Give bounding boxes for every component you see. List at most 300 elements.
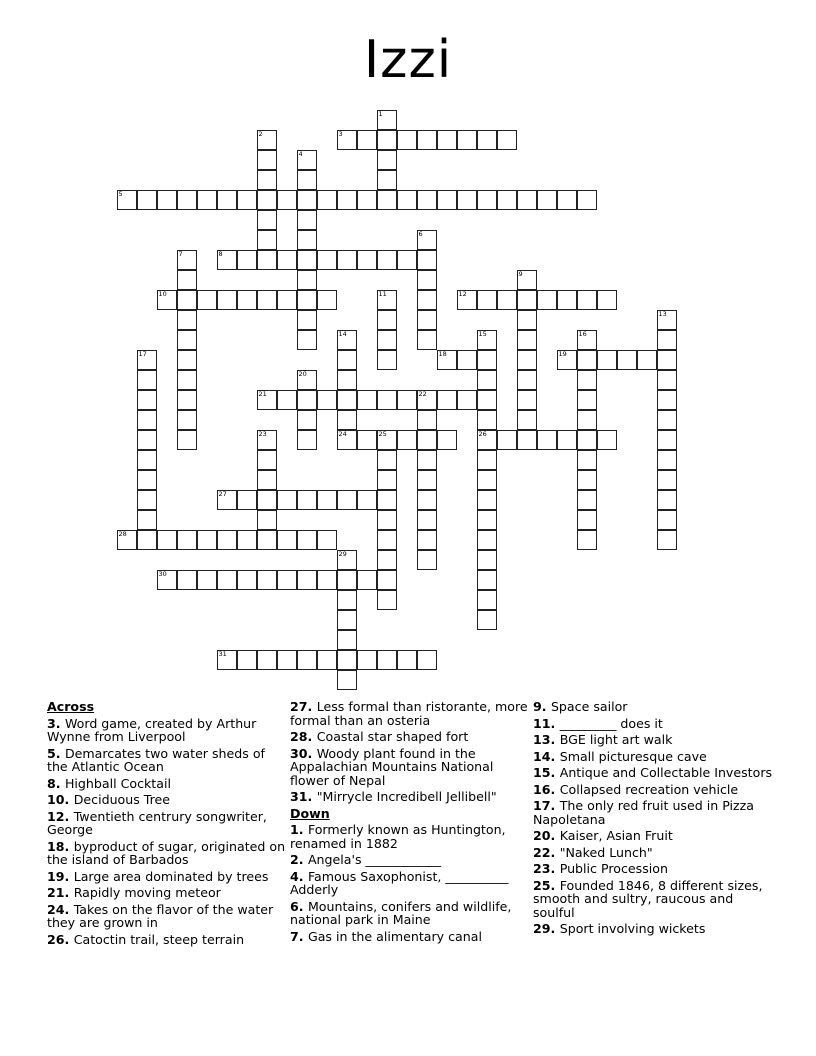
grid-cell[interactable]	[177, 410, 197, 430]
grid-cell[interactable]	[417, 410, 437, 430]
grid-cell[interactable]	[517, 410, 537, 430]
grid-cell[interactable]	[177, 290, 197, 310]
grid-cell[interactable]	[377, 550, 397, 570]
grid-cell[interactable]	[477, 330, 497, 350]
grid-cell[interactable]	[517, 370, 537, 390]
grid-cell[interactable]	[417, 490, 437, 510]
grid-cell[interactable]	[417, 450, 437, 470]
across-clue	[47, 793, 287, 807]
clues-column-3	[533, 700, 773, 939]
grid-cell[interactable]	[357, 570, 377, 590]
grid-cell[interactable]	[577, 490, 597, 510]
cell-number: 10	[158, 289, 167, 298]
grid-cell[interactable]	[177, 570, 197, 590]
grid-cell[interactable]	[337, 490, 357, 510]
grid-cell[interactable]	[257, 530, 277, 550]
grid-cell[interactable]	[597, 290, 617, 310]
clue-number: 17.	[533, 798, 560, 813]
clue-number-value: 24	[47, 901, 65, 917]
grid-cell[interactable]	[337, 630, 357, 650]
grid-cell[interactable]	[297, 410, 317, 430]
grid-cell[interactable]	[177, 430, 197, 450]
down-clue	[533, 783, 773, 797]
clue-number: 8.	[47, 775, 65, 791]
cell-number: 14	[338, 329, 347, 338]
grid-cell[interactable]	[457, 290, 477, 310]
grid-cell[interactable]	[277, 530, 297, 550]
grid-cell[interactable]	[217, 530, 237, 550]
grid-cell[interactable]	[657, 510, 677, 530]
grid-cell[interactable]	[417, 430, 437, 450]
grid-cell[interactable]	[657, 410, 677, 430]
clue-text: Coastal star shaped fort	[316, 729, 469, 744]
grid-cell[interactable]	[497, 130, 517, 150]
grid-cell[interactable]	[377, 250, 397, 270]
grid-cell[interactable]	[577, 530, 597, 550]
grid-cell[interactable]	[577, 430, 597, 450]
grid-cell[interactable]	[297, 370, 317, 390]
grid-cell[interactable]	[317, 570, 337, 590]
grid-cell[interactable]	[377, 110, 397, 130]
grid-cell[interactable]	[517, 190, 537, 210]
grid-cell[interactable]	[577, 450, 597, 470]
grid-cell[interactable]	[277, 570, 297, 590]
grid-cell[interactable]	[537, 290, 557, 310]
clue-text: Gas in the alimentary canal	[307, 928, 482, 944]
grid-cell[interactable]	[257, 470, 277, 490]
clue-number: 3.	[47, 715, 65, 731]
grid-cell[interactable]	[277, 290, 297, 310]
grid-cell[interactable]	[177, 530, 197, 550]
grid-cell[interactable]	[517, 390, 537, 410]
grid-cell[interactable]	[317, 290, 337, 310]
grid-cell[interactable]	[317, 390, 337, 410]
grid-cell[interactable]	[137, 370, 157, 390]
grid-cell[interactable]	[177, 350, 197, 370]
grid-cell[interactable]	[417, 390, 437, 410]
grid-cell[interactable]	[657, 530, 677, 550]
grid-cell[interactable]	[277, 650, 297, 670]
grid-cell[interactable]	[477, 370, 497, 390]
grid-cell[interactable]	[377, 330, 397, 350]
grid-cell[interactable]	[237, 250, 257, 270]
grid-cell[interactable]	[537, 190, 557, 210]
grid-cell[interactable]	[337, 570, 357, 590]
grid-cell[interactable]	[217, 290, 237, 310]
grid-cell[interactable]	[137, 450, 157, 470]
grid-cell[interactable]	[377, 570, 397, 590]
grid-cell[interactable]	[377, 150, 397, 170]
clue-text: Large area dominated by trees	[73, 868, 269, 884]
grid-cell[interactable]	[137, 410, 157, 430]
grid-cell[interactable]	[297, 310, 317, 330]
grid-cell[interactable]	[477, 410, 497, 430]
grid-cell[interactable]	[637, 350, 657, 370]
cell-number: 8	[218, 249, 223, 258]
grid-cell[interactable]	[337, 370, 357, 390]
grid-cell[interactable]	[237, 290, 257, 310]
clue-number-value: 11	[533, 715, 551, 731]
grid-cell[interactable]	[217, 570, 237, 590]
grid-cell[interactable]	[237, 530, 257, 550]
grid-cell[interactable]	[517, 290, 537, 310]
grid-cell[interactable]	[177, 250, 197, 270]
grid-cell[interactable]	[337, 390, 357, 410]
grid-cell[interactable]	[417, 470, 437, 490]
grid-cell[interactable]	[337, 190, 357, 210]
grid-cell[interactable]	[337, 130, 357, 150]
grid-cell[interactable]	[157, 190, 177, 210]
grid-cell[interactable]	[437, 430, 457, 450]
grid-cell[interactable]	[197, 570, 217, 590]
grid-cell[interactable]	[317, 490, 337, 510]
grid-cell[interactable]	[477, 510, 497, 530]
clue-number: 23.	[533, 861, 560, 876]
grid-cell[interactable]	[137, 190, 157, 210]
grid-cell[interactable]	[657, 470, 677, 490]
grid-cell[interactable]	[357, 390, 377, 410]
grid-cell[interactable]	[417, 550, 437, 570]
grid-cell[interactable]	[357, 490, 377, 510]
grid-cell[interactable]	[377, 290, 397, 310]
grid-cell[interactable]	[117, 530, 137, 550]
grid-cell[interactable]	[657, 350, 677, 370]
grid-cell[interactable]	[237, 190, 257, 210]
down-clue	[533, 862, 773, 876]
grid-cell[interactable]	[417, 330, 437, 350]
grid-cell[interactable]	[357, 430, 377, 450]
grid-cell[interactable]	[477, 130, 497, 150]
grid-cell[interactable]	[257, 150, 277, 170]
grid-cell[interactable]	[657, 490, 677, 510]
grid-cell[interactable]	[397, 130, 417, 150]
down-heading: Down	[290, 805, 330, 821]
cell-number: 16	[578, 329, 587, 338]
clue-number: 12.	[47, 808, 74, 824]
grid-cell[interactable]	[477, 610, 497, 630]
grid-cell[interactable]	[337, 550, 357, 570]
grid-cell[interactable]	[337, 590, 357, 610]
grid-cell[interactable]	[257, 210, 277, 230]
grid-cell[interactable]	[437, 190, 457, 210]
grid-cell[interactable]	[297, 330, 317, 350]
clue-number: 22.	[533, 844, 560, 860]
grid-cell[interactable]	[577, 410, 597, 430]
cell-number: 15	[478, 329, 487, 338]
grid-cell[interactable]	[477, 570, 497, 590]
grid-cell[interactable]	[517, 330, 537, 350]
grid-cell[interactable]	[597, 430, 617, 450]
grid-cell[interactable]	[237, 490, 257, 510]
grid-cell[interactable]	[257, 510, 277, 530]
grid-cell[interactable]	[337, 650, 357, 670]
grid-cell[interactable]	[217, 250, 237, 270]
grid-cell[interactable]	[337, 430, 357, 450]
grid-cell[interactable]	[437, 130, 457, 150]
grid-cell[interactable]	[257, 130, 277, 150]
clue-number-value: 28	[290, 729, 308, 744]
cell-number: 6	[418, 229, 423, 238]
down-clue	[290, 900, 530, 927]
grid-cell[interactable]	[377, 390, 397, 410]
grid-cell[interactable]	[257, 490, 277, 510]
grid-cell[interactable]	[357, 190, 377, 210]
grid-cell[interactable]	[257, 170, 277, 190]
grid-cell[interactable]	[297, 250, 317, 270]
cell-number: 28	[118, 529, 127, 538]
grid-cell[interactable]	[317, 190, 337, 210]
grid-cell[interactable]	[297, 390, 317, 410]
clue-text: Rapidly moving meteor	[73, 885, 221, 900]
grid-cell[interactable]	[457, 390, 477, 410]
grid-cell[interactable]	[437, 390, 457, 410]
grid-cell[interactable]	[297, 190, 317, 210]
grid-cell[interactable]	[297, 230, 317, 250]
clue-number: 21.	[47, 885, 74, 900]
grid-cell[interactable]	[477, 530, 497, 550]
grid-cell[interactable]	[577, 290, 597, 310]
clue-number: 18.	[47, 838, 74, 854]
grid-cell[interactable]	[197, 290, 217, 310]
grid-cell[interactable]	[297, 530, 317, 550]
grid-cell[interactable]	[397, 430, 417, 450]
grid-cell[interactable]	[257, 230, 277, 250]
grid-cell[interactable]	[497, 430, 517, 450]
grid-cell[interactable]	[117, 190, 137, 210]
grid-cell[interactable]	[397, 390, 417, 410]
grid-cell[interactable]	[177, 390, 197, 410]
grid-cell[interactable]	[577, 330, 597, 350]
grid-cell[interactable]	[377, 450, 397, 470]
grid-cell[interactable]	[477, 450, 497, 470]
grid-cell[interactable]	[417, 230, 437, 250]
grid-cell[interactable]	[137, 510, 157, 530]
clue-text: Woody plant found in the Appalachian Mountains National flower of Nepal	[290, 745, 494, 788]
grid-cell[interactable]	[477, 350, 497, 370]
grid-cell[interactable]	[177, 270, 197, 290]
grid-cell[interactable]	[317, 250, 337, 270]
grid-cell[interactable]	[597, 350, 617, 370]
grid-cell[interactable]	[417, 650, 437, 670]
grid-cell[interactable]	[377, 530, 397, 550]
cell-number: 18	[438, 349, 447, 358]
grid-cell[interactable]	[297, 290, 317, 310]
grid-cell[interactable]	[357, 250, 377, 270]
grid-cell[interactable]	[557, 290, 577, 310]
grid-cell[interactable]	[297, 270, 317, 290]
grid-cell[interactable]	[457, 190, 477, 210]
grid-cell[interactable]	[337, 670, 357, 690]
clue-number-value: 10	[47, 792, 65, 807]
grid-cell[interactable]	[577, 470, 597, 490]
clue-text: Formerly known as Huntington, renamed in 1882	[290, 822, 506, 851]
grid-cell[interactable]	[417, 290, 437, 310]
grid-cell[interactable]	[577, 510, 597, 530]
grid-cell[interactable]	[377, 310, 397, 330]
grid-cell[interactable]	[277, 390, 297, 410]
clue-text: Famous Saxophonist, __________ Adderly	[290, 868, 509, 897]
grid-cell[interactable]	[397, 650, 417, 670]
grid-cell[interactable]	[577, 190, 597, 210]
grid-cell[interactable]	[377, 130, 397, 150]
grid-cell[interactable]	[217, 650, 237, 670]
grid-cell[interactable]	[137, 490, 157, 510]
grid-cell[interactable]	[277, 190, 297, 210]
clue-text: Word game, created by Arthur Wynne from Liverpool	[47, 715, 257, 744]
clue-number-value: 5	[47, 745, 56, 761]
grid-cell[interactable]	[357, 130, 377, 150]
grid-cell[interactable]	[557, 190, 577, 210]
grid-cell[interactable]	[657, 370, 677, 390]
grid-cell[interactable]	[177, 370, 197, 390]
grid-cell[interactable]	[337, 410, 357, 430]
grid-cell[interactable]	[657, 310, 677, 330]
grid-cell[interactable]	[277, 250, 297, 270]
grid-cell[interactable]	[157, 570, 177, 590]
grid-cell[interactable]	[397, 190, 417, 210]
grid-cell[interactable]	[477, 550, 497, 570]
grid-cell[interactable]	[657, 390, 677, 410]
grid-cell[interactable]	[417, 250, 437, 270]
grid-cell[interactable]	[177, 330, 197, 350]
cell-number: 13	[658, 309, 667, 318]
grid-cell[interactable]	[137, 350, 157, 370]
grid-cell[interactable]	[277, 490, 297, 510]
grid-cell[interactable]	[257, 390, 277, 410]
grid-cell[interactable]	[257, 570, 277, 590]
grid-cell[interactable]	[377, 650, 397, 670]
grid-cell[interactable]	[237, 650, 257, 670]
grid-cell[interactable]	[417, 130, 437, 150]
grid-cell[interactable]	[357, 650, 377, 670]
grid-cell[interactable]	[177, 310, 197, 330]
grid-cell[interactable]	[297, 170, 317, 190]
grid-cell[interactable]	[557, 350, 577, 370]
grid-cell[interactable]	[257, 450, 277, 470]
grid-cell[interactable]	[577, 390, 597, 410]
down-clue	[533, 717, 773, 731]
grid-cell[interactable]	[317, 530, 337, 550]
grid-cell[interactable]	[137, 470, 157, 490]
grid-cell[interactable]	[257, 430, 277, 450]
clue-number: 5.	[47, 745, 65, 761]
grid-cell[interactable]	[137, 390, 157, 410]
grid-cell[interactable]	[477, 390, 497, 410]
grid-cell[interactable]	[477, 490, 497, 510]
clue-number: 2.	[290, 852, 308, 867]
grid-cell[interactable]	[617, 350, 637, 370]
cell-number: 19	[558, 349, 567, 358]
grid-cell[interactable]	[497, 190, 517, 210]
grid-cell[interactable]	[657, 450, 677, 470]
grid-cell[interactable]	[217, 190, 237, 210]
grid-cell[interactable]	[377, 430, 397, 450]
grid-cell[interactable]	[237, 570, 257, 590]
cell-number: 1	[378, 109, 383, 118]
grid-cell[interactable]	[497, 290, 517, 310]
grid-cell[interactable]	[377, 190, 397, 210]
grid-cell[interactable]	[337, 250, 357, 270]
grid-cell[interactable]	[477, 290, 497, 310]
grid-cell[interactable]	[417, 310, 437, 330]
grid-cell[interactable]	[557, 430, 577, 450]
grid-cell[interactable]	[297, 430, 317, 450]
grid-cell[interactable]	[297, 150, 317, 170]
grid-cell[interactable]	[297, 210, 317, 230]
grid-cell[interactable]	[517, 270, 537, 290]
grid-cell[interactable]	[377, 490, 397, 510]
grid-cell[interactable]	[257, 290, 277, 310]
grid-cell[interactable]	[457, 350, 477, 370]
grid-cell[interactable]	[197, 530, 217, 550]
grid-cell[interactable]	[377, 170, 397, 190]
across-clue	[290, 700, 530, 727]
grid-cell[interactable]	[457, 130, 477, 150]
grid-cell[interactable]	[137, 430, 157, 450]
grid-cell[interactable]	[337, 330, 357, 350]
across-clue	[290, 747, 530, 788]
grid-cell[interactable]	[217, 490, 237, 510]
grid-cell[interactable]	[257, 190, 277, 210]
clue-text: Small picturesque cave	[559, 748, 707, 764]
cell-number: 20	[298, 369, 307, 378]
clue-number: 4.	[290, 868, 308, 884]
grid-cell[interactable]	[377, 470, 397, 490]
grid-cell[interactable]	[197, 190, 217, 210]
grid-cell[interactable]	[577, 370, 597, 390]
grid-cell[interactable]	[157, 290, 177, 310]
grid-cell[interactable]	[337, 350, 357, 370]
grid-cell[interactable]	[417, 530, 437, 550]
grid-cell[interactable]	[477, 190, 497, 210]
grid-cell[interactable]	[517, 310, 537, 330]
grid-cell[interactable]	[177, 190, 197, 210]
grid-cell[interactable]	[297, 490, 317, 510]
grid-cell[interactable]	[317, 650, 337, 670]
clue-number: 30.	[290, 745, 317, 761]
grid-cell[interactable]	[437, 350, 457, 370]
grid-cell[interactable]	[137, 530, 157, 550]
grid-cell[interactable]	[577, 350, 597, 370]
grid-cell[interactable]	[477, 470, 497, 490]
clue-number: 7.	[290, 928, 308, 944]
grid-cell[interactable]	[517, 430, 537, 450]
clue-number-value: 19	[47, 868, 65, 884]
grid-cell[interactable]	[657, 430, 677, 450]
grid-cell[interactable]	[297, 570, 317, 590]
grid-cell[interactable]	[337, 610, 357, 630]
grid-cell[interactable]	[477, 590, 497, 610]
clue-number-value: 26	[47, 931, 65, 947]
grid-cell[interactable]	[417, 510, 437, 530]
cell-number: 12	[458, 289, 467, 298]
grid-cell[interactable]	[257, 650, 277, 670]
grid-cell[interactable]	[157, 530, 177, 550]
grid-cell[interactable]	[417, 190, 437, 210]
grid-cell[interactable]	[257, 250, 277, 270]
grid-cell[interactable]	[477, 430, 497, 450]
grid-cell[interactable]	[657, 330, 677, 350]
grid-cell[interactable]	[417, 270, 437, 290]
grid-cell[interactable]	[517, 350, 537, 370]
grid-cell[interactable]	[377, 590, 397, 610]
grid-cell[interactable]	[297, 650, 317, 670]
grid-cell[interactable]	[377, 510, 397, 530]
grid-cell[interactable]	[537, 430, 557, 450]
clue-number-value: 31	[290, 789, 308, 804]
grid-cell[interactable]	[377, 350, 397, 370]
grid-cell[interactable]	[397, 250, 417, 270]
